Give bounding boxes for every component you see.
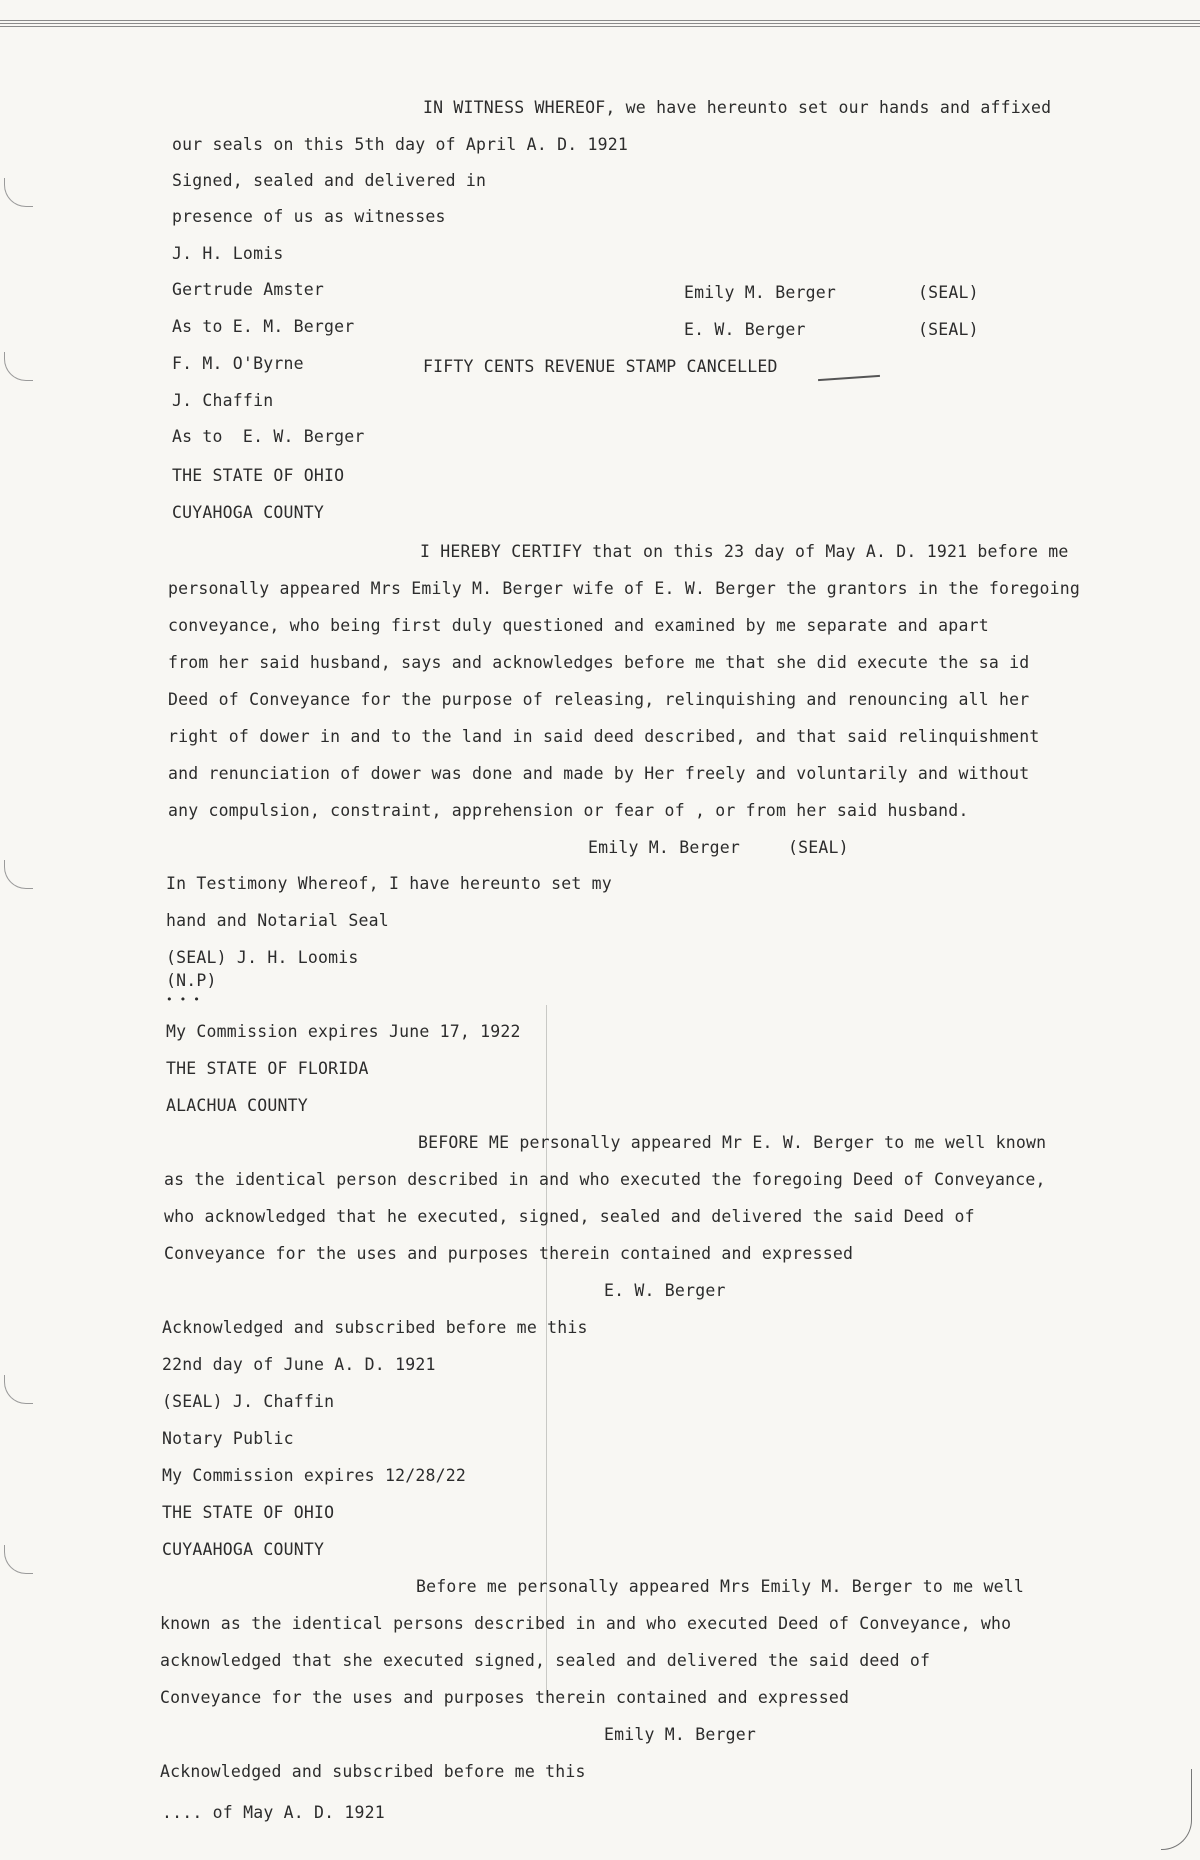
seal-mark: (SEAL) (918, 283, 979, 302)
text-line: My Commission expires June 17, 1922 (166, 1022, 521, 1041)
text-line: Deed of Conveyance for the purpose of releasing, relinquishing and renouncing all her (168, 690, 1030, 709)
punch-hole-mark (4, 178, 33, 207)
text-line: THE STATE OF FLORIDA (166, 1059, 369, 1078)
text-line: (N.P) (166, 971, 217, 990)
text-line: presence of us as witnesses (172, 207, 446, 226)
text-line: from her said husband, says and acknowledges before me that she did execute the sa id (168, 653, 1030, 672)
text-line: My Commission expires 12/28/22 (162, 1466, 467, 1485)
text-line: (SEAL) J. Chaffin (162, 1392, 335, 1411)
text-line: As to E. W. Berger (172, 427, 365, 446)
punch-hole-mark (4, 860, 33, 889)
seal-mark: (SEAL) (918, 320, 979, 339)
text-line: any compulsion, constraint, apprehension or fear of , or from her said husband. (168, 801, 969, 820)
punch-hole-mark (4, 1375, 33, 1404)
punch-hole-mark (4, 352, 33, 381)
text-line: BEFORE ME personally appeared Mr E. W. Berger to me well known (418, 1133, 1047, 1152)
text-line: conveyance, who being first duly questioned and examined by me separate and apart (168, 616, 989, 635)
text-line: As to E. M. Berger (172, 317, 355, 336)
text-line: IN WITNESS WHEREOF, we have hereunto set our hands and affixed (423, 98, 1052, 117)
punch-hole-mark (4, 1545, 33, 1574)
text-line: • • • (166, 993, 201, 1006)
text-line: right of dower in and to the land in said deed described, and that said relinquishment (168, 727, 1040, 746)
text-line: CUYAHOGA COUNTY (172, 503, 325, 522)
page-edge-curl (1161, 1769, 1192, 1850)
text-line: F. M. O'Byrne (172, 354, 304, 373)
signature-line: E. W. Berger (684, 320, 806, 339)
text-line: Before me personally appeared Mrs Emily M. Berger to me well (416, 1577, 1025, 1596)
text-line: Gertrude Amster (172, 280, 325, 299)
text-line: as the identical person described in and who executed the foregoing Deed of Conveyance, (164, 1170, 1046, 1189)
text-line: Acknowledged and subscribed before me this (160, 1762, 586, 1781)
text-line: THE STATE OF OHIO (172, 466, 345, 485)
text-line: Acknowledged and subscribed before me this (162, 1318, 588, 1337)
text-line: In Testimony Whereof, I have hereunto set my (166, 874, 612, 893)
text-line: J. Chaffin (172, 391, 274, 410)
seal-mark: (SEAL) (788, 838, 849, 857)
cancel-stroke (818, 375, 880, 381)
text-line: hand and Notarial Seal (166, 911, 389, 930)
text-line: CUYAAHOGA COUNTY (162, 1540, 325, 1559)
top-rule (0, 23, 1200, 24)
text-line: Signed, sealed and delivered in (172, 171, 487, 190)
text-line: Conveyance for the uses and purposes therein contained and expressed (160, 1688, 850, 1707)
signature-line: Emily M. Berger (604, 1725, 757, 1744)
signature-line: Emily M. Berger (684, 283, 837, 302)
text-line: (SEAL) J. H. Loomis (166, 948, 359, 967)
text-line: and renunciation of dower was done and made by Her freely and voluntarily and without (168, 764, 1030, 783)
text-line: ALACHUA COUNTY (166, 1096, 308, 1115)
top-rule (0, 20, 1200, 21)
signature-line: Emily M. Berger (588, 838, 741, 857)
signature-line: E. W. Berger (604, 1281, 726, 1300)
text-line: personally appeared Mrs Emily M. Berger wife of E. W. Berger the grantors in the foregoing (168, 579, 1081, 598)
top-rule (0, 26, 1200, 27)
text-line: I HEREBY CERTIFY that on this 23 day of May A. D. 1921 before me (420, 542, 1069, 561)
revenue-stamp-note: FIFTY CENTS REVENUE STAMP CANCELLED (423, 357, 778, 376)
text-line: .... of May A. D. 1921 (162, 1803, 385, 1822)
text-line: acknowledged that she executed signed, sealed and delivered the said deed of (160, 1651, 931, 1670)
text-line: 22nd day of June A. D. 1921 (162, 1355, 436, 1374)
text-line: Conveyance for the uses and purposes therein contained and expressed (164, 1244, 854, 1263)
text-line: who acknowledged that he executed, signed, sealed and delivered the said Deed of (164, 1207, 975, 1226)
text-line: known as the identical persons described in and who executed Deed of Conveyance, who (160, 1614, 1012, 1633)
text-line: J. H. Lomis (172, 244, 284, 263)
text-line: THE STATE OF OHIO (162, 1503, 335, 1522)
text-line: our seals on this 5th day of April A. D. 1921 (172, 135, 629, 154)
text-line: Notary Public (162, 1429, 294, 1448)
